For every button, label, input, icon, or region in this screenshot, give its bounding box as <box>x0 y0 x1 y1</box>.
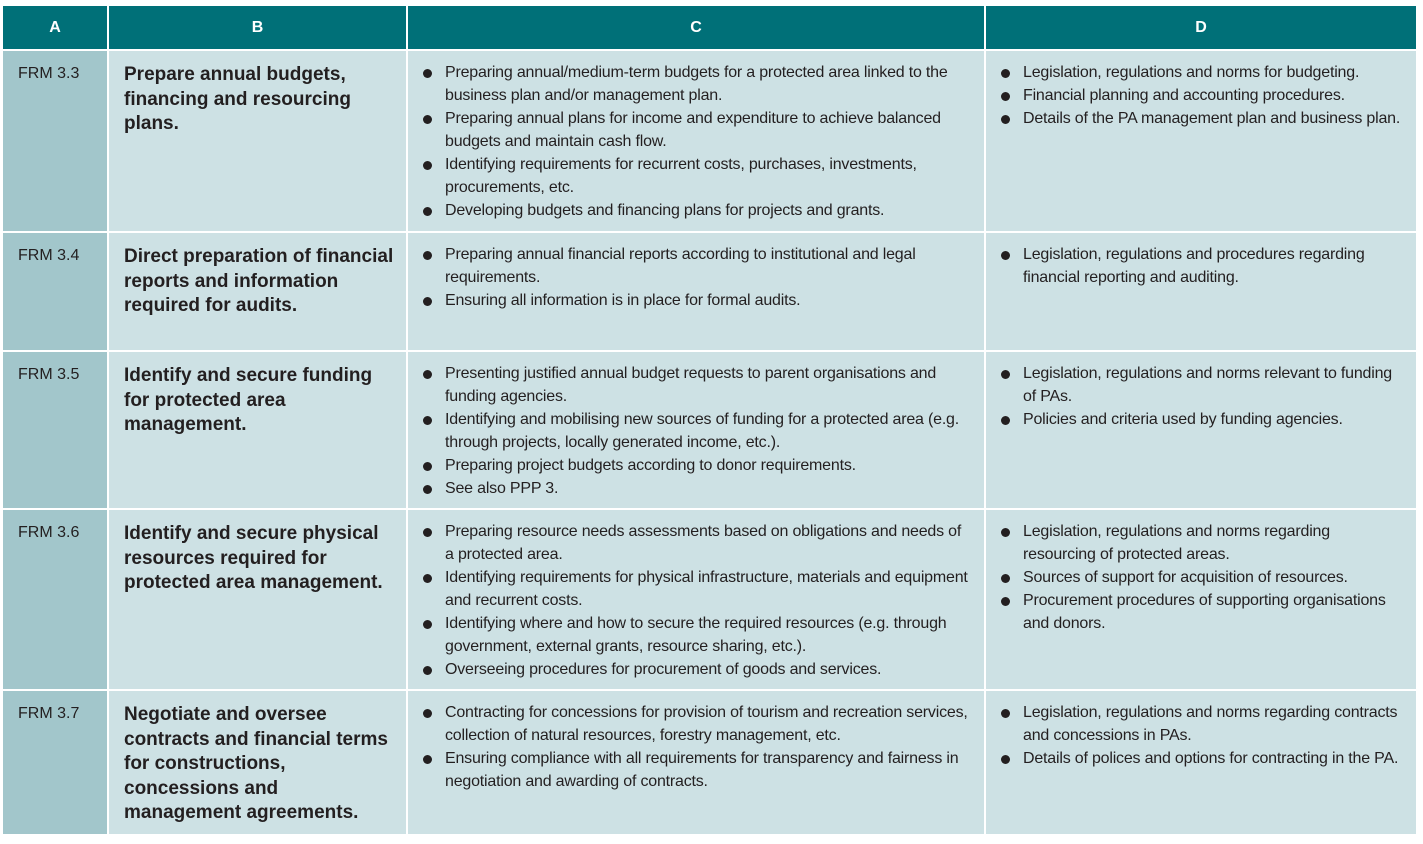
bullet-icon <box>423 620 432 629</box>
list-item-text: Developing budgets and financing plans for projects and grants. <box>445 202 885 219</box>
list-item-text: Presenting justified annual budget requests to parent organisations and funding agencies. <box>445 365 937 405</box>
bullet-icon <box>423 574 432 583</box>
list-item <box>423 199 974 222</box>
header-b: B <box>108 6 407 50</box>
knowledge-cell <box>985 690 1416 834</box>
list-item-text: Preparing annual/medium-term budgets for a protected area linked to the business plan and/or management plan. <box>445 64 948 104</box>
code-cell <box>3 50 108 232</box>
bullet-icon <box>1001 709 1010 718</box>
competency-title: Negotiate and oversee contracts and financial terms for constructions, concessions and management agreements. <box>124 704 388 824</box>
bullet-icon <box>1001 597 1010 606</box>
list-item-text: Identifying where and how to secure the required resources (e.g. through government, external grants, resource sharing, etc.). <box>445 615 947 655</box>
bullet-icon <box>1001 755 1010 764</box>
list-item-text: See also PPP 3. <box>445 480 559 497</box>
table-row <box>3 351 1416 509</box>
competency-table <box>3 6 1416 834</box>
list-item <box>423 658 974 681</box>
list-item-text: Details of polices and options for contracting in the PA. <box>1023 750 1399 767</box>
list-item-text: Legislation, regulations and norms regarding contracts and concessions in PAs. <box>1023 704 1398 744</box>
list-item <box>423 520 974 566</box>
list-item <box>423 61 974 107</box>
header-a: A <box>3 6 108 50</box>
list-item <box>423 153 974 199</box>
list-item <box>1001 747 1406 770</box>
list-item-text: Legislation, regulations and procedures regarding financial reporting and auditing. <box>1023 246 1365 286</box>
bullet-icon <box>423 709 432 718</box>
knowledge-cell <box>985 351 1416 509</box>
competency-code: FRM 3.4 <box>18 247 80 264</box>
bullet-icon <box>423 528 432 537</box>
bullet-icon <box>1001 528 1010 537</box>
code-cell <box>3 351 108 509</box>
knowledge-cell <box>985 232 1416 351</box>
competency-code: FRM 3.5 <box>18 366 80 383</box>
list-item-text: Details of the PA management plan and business plan. <box>1023 110 1401 127</box>
table-row <box>3 509 1416 690</box>
list-item <box>1001 362 1406 408</box>
list-item-text: Ensuring all information is in place for formal audits. <box>445 292 801 309</box>
code-cell <box>3 690 108 834</box>
list-item <box>423 566 974 612</box>
header-row <box>3 6 1416 50</box>
activities-cell <box>407 50 985 232</box>
activities-cell <box>407 351 985 509</box>
list-item-text: Preparing resource needs assessments based on obligations and needs of a protected area. <box>445 523 962 563</box>
competency-title: Prepare annual budgets, financing and resourcing plans. <box>124 64 351 135</box>
bullet-icon <box>423 462 432 471</box>
bullet-icon <box>423 69 432 78</box>
competency-code: FRM 3.7 <box>18 705 80 722</box>
list-item-text: Legislation, regulations and norms for budgeting. <box>1023 64 1360 81</box>
bullet-icon <box>1001 574 1010 583</box>
code-cell <box>3 509 108 690</box>
list-item <box>1001 84 1406 107</box>
list-item <box>1001 589 1406 635</box>
list-item <box>1001 61 1406 84</box>
list-item-text: Preparing project budgets according to donor requirements. <box>445 457 856 474</box>
bullet-icon <box>1001 251 1010 260</box>
bullet-icon <box>1001 92 1010 101</box>
list-item <box>423 362 974 408</box>
list-item-text: Ensuring compliance with all requirements for transparency and fairness in negotiation and awarding of contracts. <box>445 750 959 790</box>
header-d: D <box>985 6 1416 50</box>
activities-cell <box>407 232 985 351</box>
list-item-text: Financial planning and accounting procedures. <box>1023 87 1345 104</box>
knowledge-list <box>986 233 1416 297</box>
list-item <box>1001 566 1406 589</box>
header-c: C <box>407 6 985 50</box>
list-item <box>423 454 974 477</box>
list-item <box>423 243 974 289</box>
list-item-text: Overseeing procedures for procurement of goods and services. <box>445 661 882 678</box>
list-item-text: Preparing annual financial reports according to institutional and legal requirements. <box>445 246 916 286</box>
list-item-text: Identifying requirements for physical infrastructure, materials and equipment and recurrent costs. <box>445 569 968 609</box>
list-item-text: Legislation, regulations and norms relevant to funding of PAs. <box>1023 365 1392 405</box>
bullet-icon <box>423 370 432 379</box>
list-item-text: Identifying requirements for recurrent costs, purchases, investments, procurements, etc. <box>445 156 917 196</box>
competency-title: Identify and secure physical resources required for protected area management. <box>124 523 383 594</box>
list-item <box>423 477 974 500</box>
bullet-icon <box>1001 69 1010 78</box>
list-item <box>423 612 974 658</box>
list-item <box>423 107 974 153</box>
activities-cell <box>407 690 985 834</box>
activities-list <box>408 691 984 801</box>
list-item <box>423 408 974 454</box>
activities-list <box>408 51 984 230</box>
code-cell <box>3 232 108 351</box>
table-row <box>3 232 1416 351</box>
bullet-icon <box>423 115 432 124</box>
activities-list <box>408 510 984 689</box>
bullet-icon <box>423 207 432 216</box>
competency-code: FRM 3.3 <box>18 65 80 82</box>
competency-title: Identify and secure funding for protected area management. <box>124 365 373 436</box>
table-row <box>3 690 1416 834</box>
title-cell <box>108 509 407 690</box>
title-cell <box>108 690 407 834</box>
list-item-text: Policies and criteria used by funding agencies. <box>1023 411 1343 428</box>
knowledge-list <box>986 510 1416 643</box>
activities-cell <box>407 509 985 690</box>
activities-list <box>408 352 984 508</box>
bullet-icon <box>1001 115 1010 124</box>
bullet-icon <box>423 485 432 494</box>
bullet-icon <box>423 666 432 675</box>
bullet-icon <box>423 161 432 170</box>
title-cell <box>108 50 407 232</box>
list-item <box>1001 408 1406 431</box>
list-item-text: Identifying and mobilising new sources of funding for a protected area (e.g. through projects, locally generated income, etc.). <box>445 411 960 451</box>
bullet-icon <box>423 297 432 306</box>
bullet-icon <box>1001 370 1010 379</box>
list-item-text: Contracting for concessions for provision of tourism and recreation services, collection of natural resources, forestry management, etc. <box>445 704 968 744</box>
bullet-icon <box>423 416 432 425</box>
list-item <box>423 289 974 312</box>
list-item <box>1001 520 1406 566</box>
list-item <box>1001 243 1406 289</box>
list-item-text: Preparing annual plans for income and expenditure to achieve balanced budgets and maintain cash flow. <box>445 110 941 150</box>
activities-list <box>408 233 984 320</box>
competency-code: FRM 3.6 <box>18 524 80 541</box>
competency-title: Direct preparation of financial reports and information required for audits. <box>124 246 394 317</box>
bullet-icon <box>423 251 432 260</box>
list-item-text: Procurement procedures of supporting organisations and donors. <box>1023 592 1386 632</box>
knowledge-list <box>986 691 1416 778</box>
list-item <box>1001 107 1406 130</box>
list-item <box>423 747 974 793</box>
knowledge-list <box>986 352 1416 439</box>
knowledge-cell <box>985 50 1416 232</box>
list-item <box>1001 701 1406 747</box>
table-row <box>3 50 1416 232</box>
knowledge-cell <box>985 509 1416 690</box>
title-cell <box>108 351 407 509</box>
title-cell <box>108 232 407 351</box>
list-item-text: Sources of support for acquisition of resources. <box>1023 569 1348 586</box>
list-item-text: Legislation, regulations and norms regarding resourcing of protected areas. <box>1023 523 1330 563</box>
bullet-icon <box>1001 416 1010 425</box>
list-item <box>423 701 974 747</box>
bullet-icon <box>423 755 432 764</box>
knowledge-list <box>986 51 1416 138</box>
